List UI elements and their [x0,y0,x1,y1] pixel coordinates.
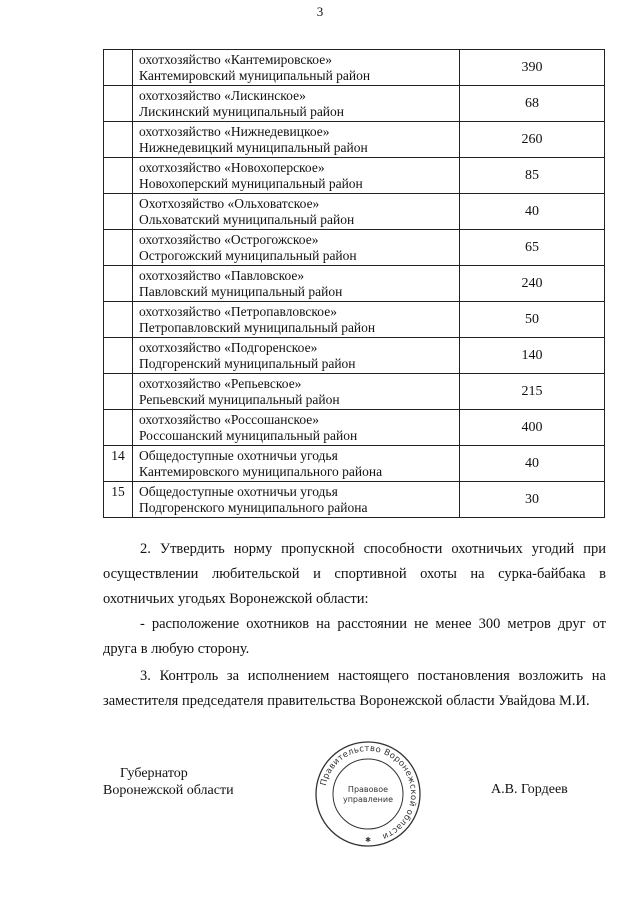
row-number [104,338,133,374]
ground-district: Россошанский муниципальный район [139,427,358,443]
hunting-ground-name [133,158,460,194]
hunting-ground-name [133,266,460,302]
ground-district: Кантемировский муниципальный район [139,67,371,83]
table-row [104,410,605,446]
table-row [104,374,605,410]
ground-title: охотхозяйство «Павловское» [139,268,305,283]
ground-title: охотхозяйство «Кантемировское» [139,52,332,67]
capacity-value: 65 [460,230,605,266]
table-row [104,302,605,338]
row-number [104,230,133,266]
svg-text:✱: ✱ [365,836,371,844]
capacity-value: 40 [460,194,605,230]
table-row [104,266,605,302]
table-row [104,338,605,374]
hunting-ground-name [133,482,460,518]
ground-district: Петропавловский муниципальный район [139,319,376,335]
capacity-value: 400 [460,410,605,446]
row-number [104,122,133,158]
ground-district: Ольховатский муниципальный район [139,211,355,227]
ground-title: охотхозяйство «Подгоренское» [139,340,318,355]
ground-title: Общедоступные охотничьи угодья [139,484,338,499]
ground-title: охотхозяйство «Острогожское» [139,232,319,247]
hunting-ground-name [133,374,460,410]
ground-district: Подгоренского муниципального района [139,499,368,515]
stamp-inner-line2: управление [342,795,394,804]
signatory-name: А.В. Гордеев [491,782,568,797]
table-row [104,50,605,86]
hunting-grounds-table [103,49,605,518]
ground-title: охотхозяйство «Петропавловское» [139,304,337,319]
row-number: 14 [104,446,133,482]
hunting-ground-name [133,194,460,230]
row-number [104,50,133,86]
ground-district: Острогожский муниципальный район [139,247,357,263]
seal-stamp [314,740,422,848]
hunting-ground-name [133,410,460,446]
row-number [104,158,133,194]
stamp-outer-text: Правительство Воронежской области [318,743,419,842]
table-row [104,446,605,482]
capacity-value: 260 [460,122,605,158]
ground-district: Нижнедевицкий муниципальный район [139,139,368,155]
ground-district: Кантемировского муниципального района [139,463,383,479]
paragraph-2-item: - расположение охотников на расстоянии не менее 300 метров друг от друга в любую сторону. [103,616,606,657]
table-row [104,482,605,518]
capacity-value: 40 [460,446,605,482]
row-number [104,302,133,338]
hunting-ground-name [133,86,460,122]
capacity-value: 140 [460,338,605,374]
ground-district: Подгоренский муниципальный район [139,355,356,371]
row-number [104,410,133,446]
ground-title: охотхозяйство «Нижнедевицкое» [139,124,330,139]
capacity-value: 50 [460,302,605,338]
paragraph-2: 2. Утвердить норму пропускной способности охотничьих угодий при осуществлении любительской и спортивной охоты на сурка-байбака в охотничьих угодьях Воронежской области: [103,541,606,607]
hunting-ground-name [133,50,460,86]
capacity-value: 30 [460,482,605,518]
ground-district: Лискинский муниципальный район [139,103,345,119]
ground-title: Охотхозяйство «Ольховатское» [139,196,320,211]
hunting-ground-name [133,446,460,482]
capacity-value: 68 [460,86,605,122]
paragraph-3: 3. Контроль за исполнением настоящего постановления возложить на заместителя председателя правительства Воронежской области Увайдова М.И. [103,668,606,709]
hunting-ground-name [133,122,460,158]
ground-title: охотхозяйство «Лискинское» [139,88,306,103]
capacity-value: 390 [460,50,605,86]
stamp-inner-line1: Правовое [347,785,389,794]
ground-district: Репьевский муниципальный район [139,391,340,407]
ground-title: охотхозяйство «Новохоперское» [139,160,325,175]
table-row [104,194,605,230]
ground-title: Общедоступные охотничьи угодья [139,448,338,463]
capacity-value: 215 [460,374,605,410]
table-row [104,122,605,158]
position-region: Воронежской области [103,783,234,798]
signature-position [103,765,234,799]
row-number [104,374,133,410]
position-title: Губернатор [120,766,188,781]
page-number: 3 [316,4,324,19]
table-row [104,86,605,122]
table-row [104,230,605,266]
row-number [104,194,133,230]
ground-title: охотхозяйство «Россошанское» [139,412,320,427]
capacity-value: 85 [460,158,605,194]
row-number: 15 [104,482,133,518]
hunting-ground-name [133,230,460,266]
table-row [104,158,605,194]
row-number [104,266,133,302]
hunting-ground-name [133,302,460,338]
hunting-ground-name [133,338,460,374]
ground-district: Павловский муниципальный район [139,283,343,299]
capacity-value: 240 [460,266,605,302]
ground-title: охотхозяйство «Репьевское» [139,376,302,391]
ground-district: Новохоперский муниципальный район [139,175,363,191]
row-number [104,86,133,122]
